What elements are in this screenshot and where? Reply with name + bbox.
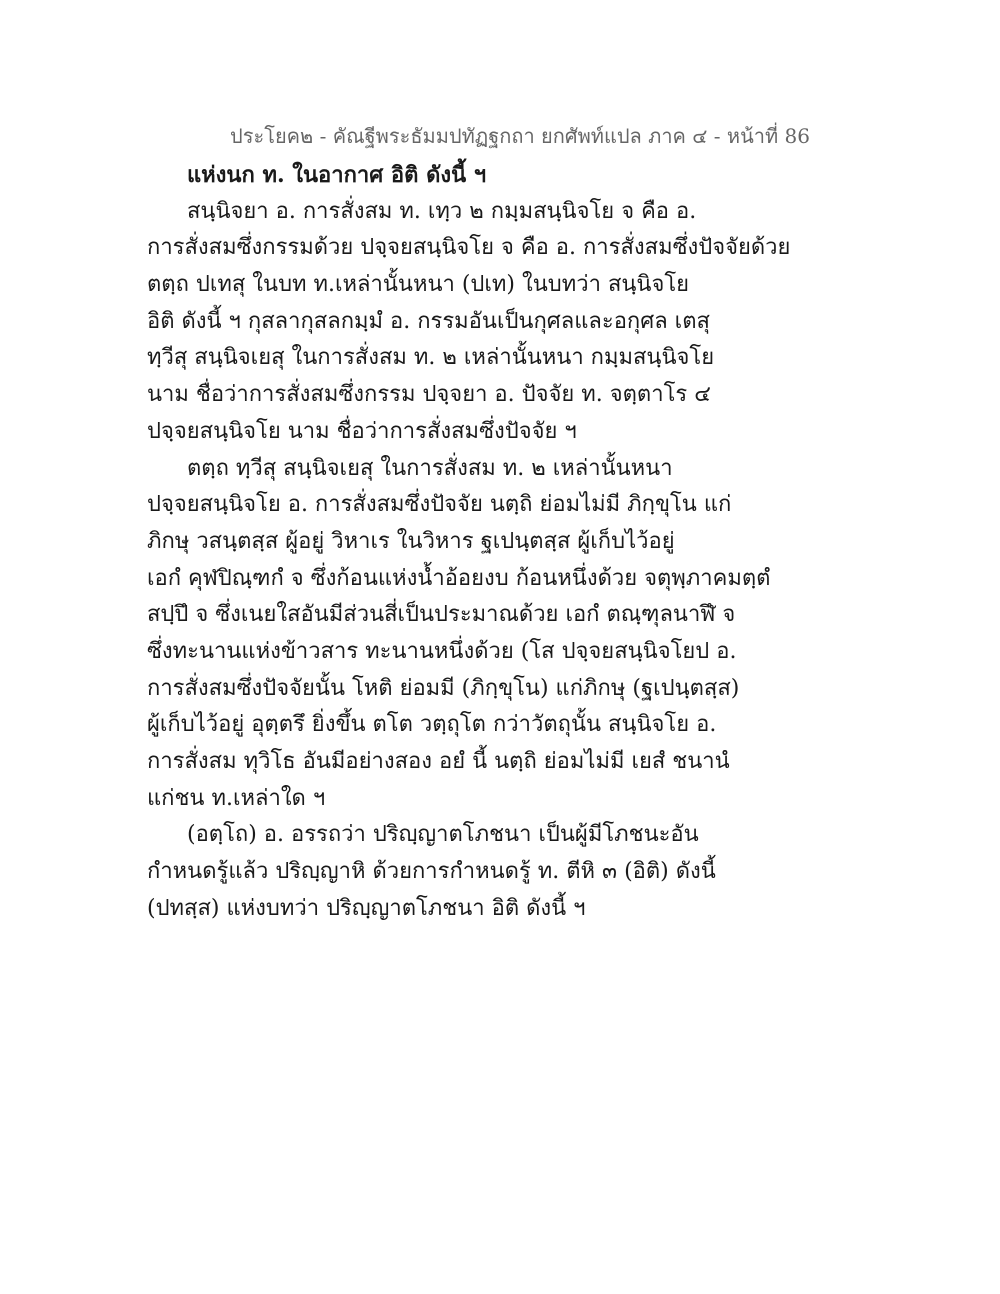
- text-line: สปฺปึ จ ซึ่งเนยใสอันมีส่วนสี่เป็นประมาณด้วย เอกํ ตณฺฑุลนาฬึ จ: [147, 602, 736, 628]
- text-line: ผู้เก็บไว้อยู่ อุตฺตรึ ยิ่งขึ้น ตโต วตฺถุโต กว่าวัตถุนั้น สนฺนิจโย อ.: [147, 712, 717, 738]
- text-line: ปจฺจยสนฺนิจโย นาม ชื่อว่าการสั่งสมซึ่งปัจจัย ฯ: [147, 418, 577, 444]
- text-line: การสั่งสมซึ่งปัจจัยนั้น โหติ ย่อมมี (ภิกฺขุโน) แก่ภิกษุ (ฐเปนฺตสฺส): [147, 675, 740, 701]
- text-line: นาม ชื่อว่าการสั่งสมซึ่งกรรม ปจฺจยา อ. ปัจจัย ท. จตฺตาโร ๔: [147, 382, 711, 408]
- text-line: เอกํ คุฬปิณฺฑกํ จ ซึ่งก้อนแห่งน้ำอ้อยงบ ก้อนหนึ่งด้วย จตุพฺภาคมตฺตํ: [147, 565, 771, 591]
- text-line: ภิกษุ วสนฺตสฺส ผู้อยู่ วิหาเร ในวิหาร ฐเปนฺตสฺส ผู้เก็บไว้อยู่: [147, 528, 675, 554]
- text-line: แห่งนก ท. ในอากาศ อิติ ดังนี้ ฯ: [187, 162, 487, 188]
- text-line: สนฺนิจยา อ. การสั่งสม ท. เทฺว ๒ กมฺมสนฺนิจโย จ คือ อ.: [187, 198, 697, 224]
- text-line: ตตฺถ ทฺวีสุ สนฺนิจเยสุ ในการสั่งสม ท. ๒ เหล่านั้นหนา: [187, 455, 673, 481]
- text-line: (อตฺโถ) อ. อรรถว่า ปริญฺญาตโภชนา เป็นผู้มีโภชนะอัน: [187, 822, 699, 848]
- text-line: (ปทสฺส) แห่งบทว่า ปริญฺญาตโภชนา อิติ ดังนี้ ฯ: [147, 895, 586, 921]
- text-line: กำหนดรู้แล้ว ปริญฺญาหิ ด้วยการกำหนดรู้ ท. ตีหิ ๓ (อิติ) ดังนี้: [147, 859, 716, 885]
- text-line: ปจฺจยสนฺนิจโย อ. การสั่งสมซึ่งปัจจัย นตฺถิ ย่อมไม่มี ภิกฺขุโน แก่: [147, 492, 732, 518]
- text-line: ทฺวีสุ สนฺนิจเยสุ ในการสั่งสม ท. ๒ เหล่านั้นหนา กมฺมสนฺนิจโย: [147, 345, 715, 371]
- text-line: อิติ ดังนี้ ฯ กุสลากุสลกมฺมํ อ. กรรมอันเป็นกุศลและอกุศล เตสุ: [147, 308, 710, 334]
- text-line: ตตฺถ ปเทสุ ในบท ท.เหล่านั้นหนา (ปเท) ในบทว่า สนฺนิจโย: [147, 272, 690, 298]
- running-header: ประโยค๒ - คัณฐีพระธัมมปทัฏฐกถา ยกศัพท์แปล ภาค ๔ - หน้าที่ 86: [230, 124, 810, 148]
- text-line: ซึ่งทะนานแห่งข้าวสาร ทะนานหนึ่งด้วย (โส ปจฺจยสนฺนิจโยป อ.: [147, 638, 737, 664]
- text-line: การสั่งสมซึ่งกรรมด้วย ปจฺจยสนฺนิจโย จ คือ อ. การสั่งสมซึ่งปัจจัยด้วย: [147, 235, 791, 261]
- text-line: การสั่งสม ทุวิโธ อันมีอย่างสอง อยํ นี้ นตฺถิ ย่อมไม่มี เยสํ ชนานํ: [147, 749, 730, 774]
- body-text: [147, 157, 847, 927]
- text-line: แก่ชน ท.เหล่าใด ฯ: [147, 785, 326, 811]
